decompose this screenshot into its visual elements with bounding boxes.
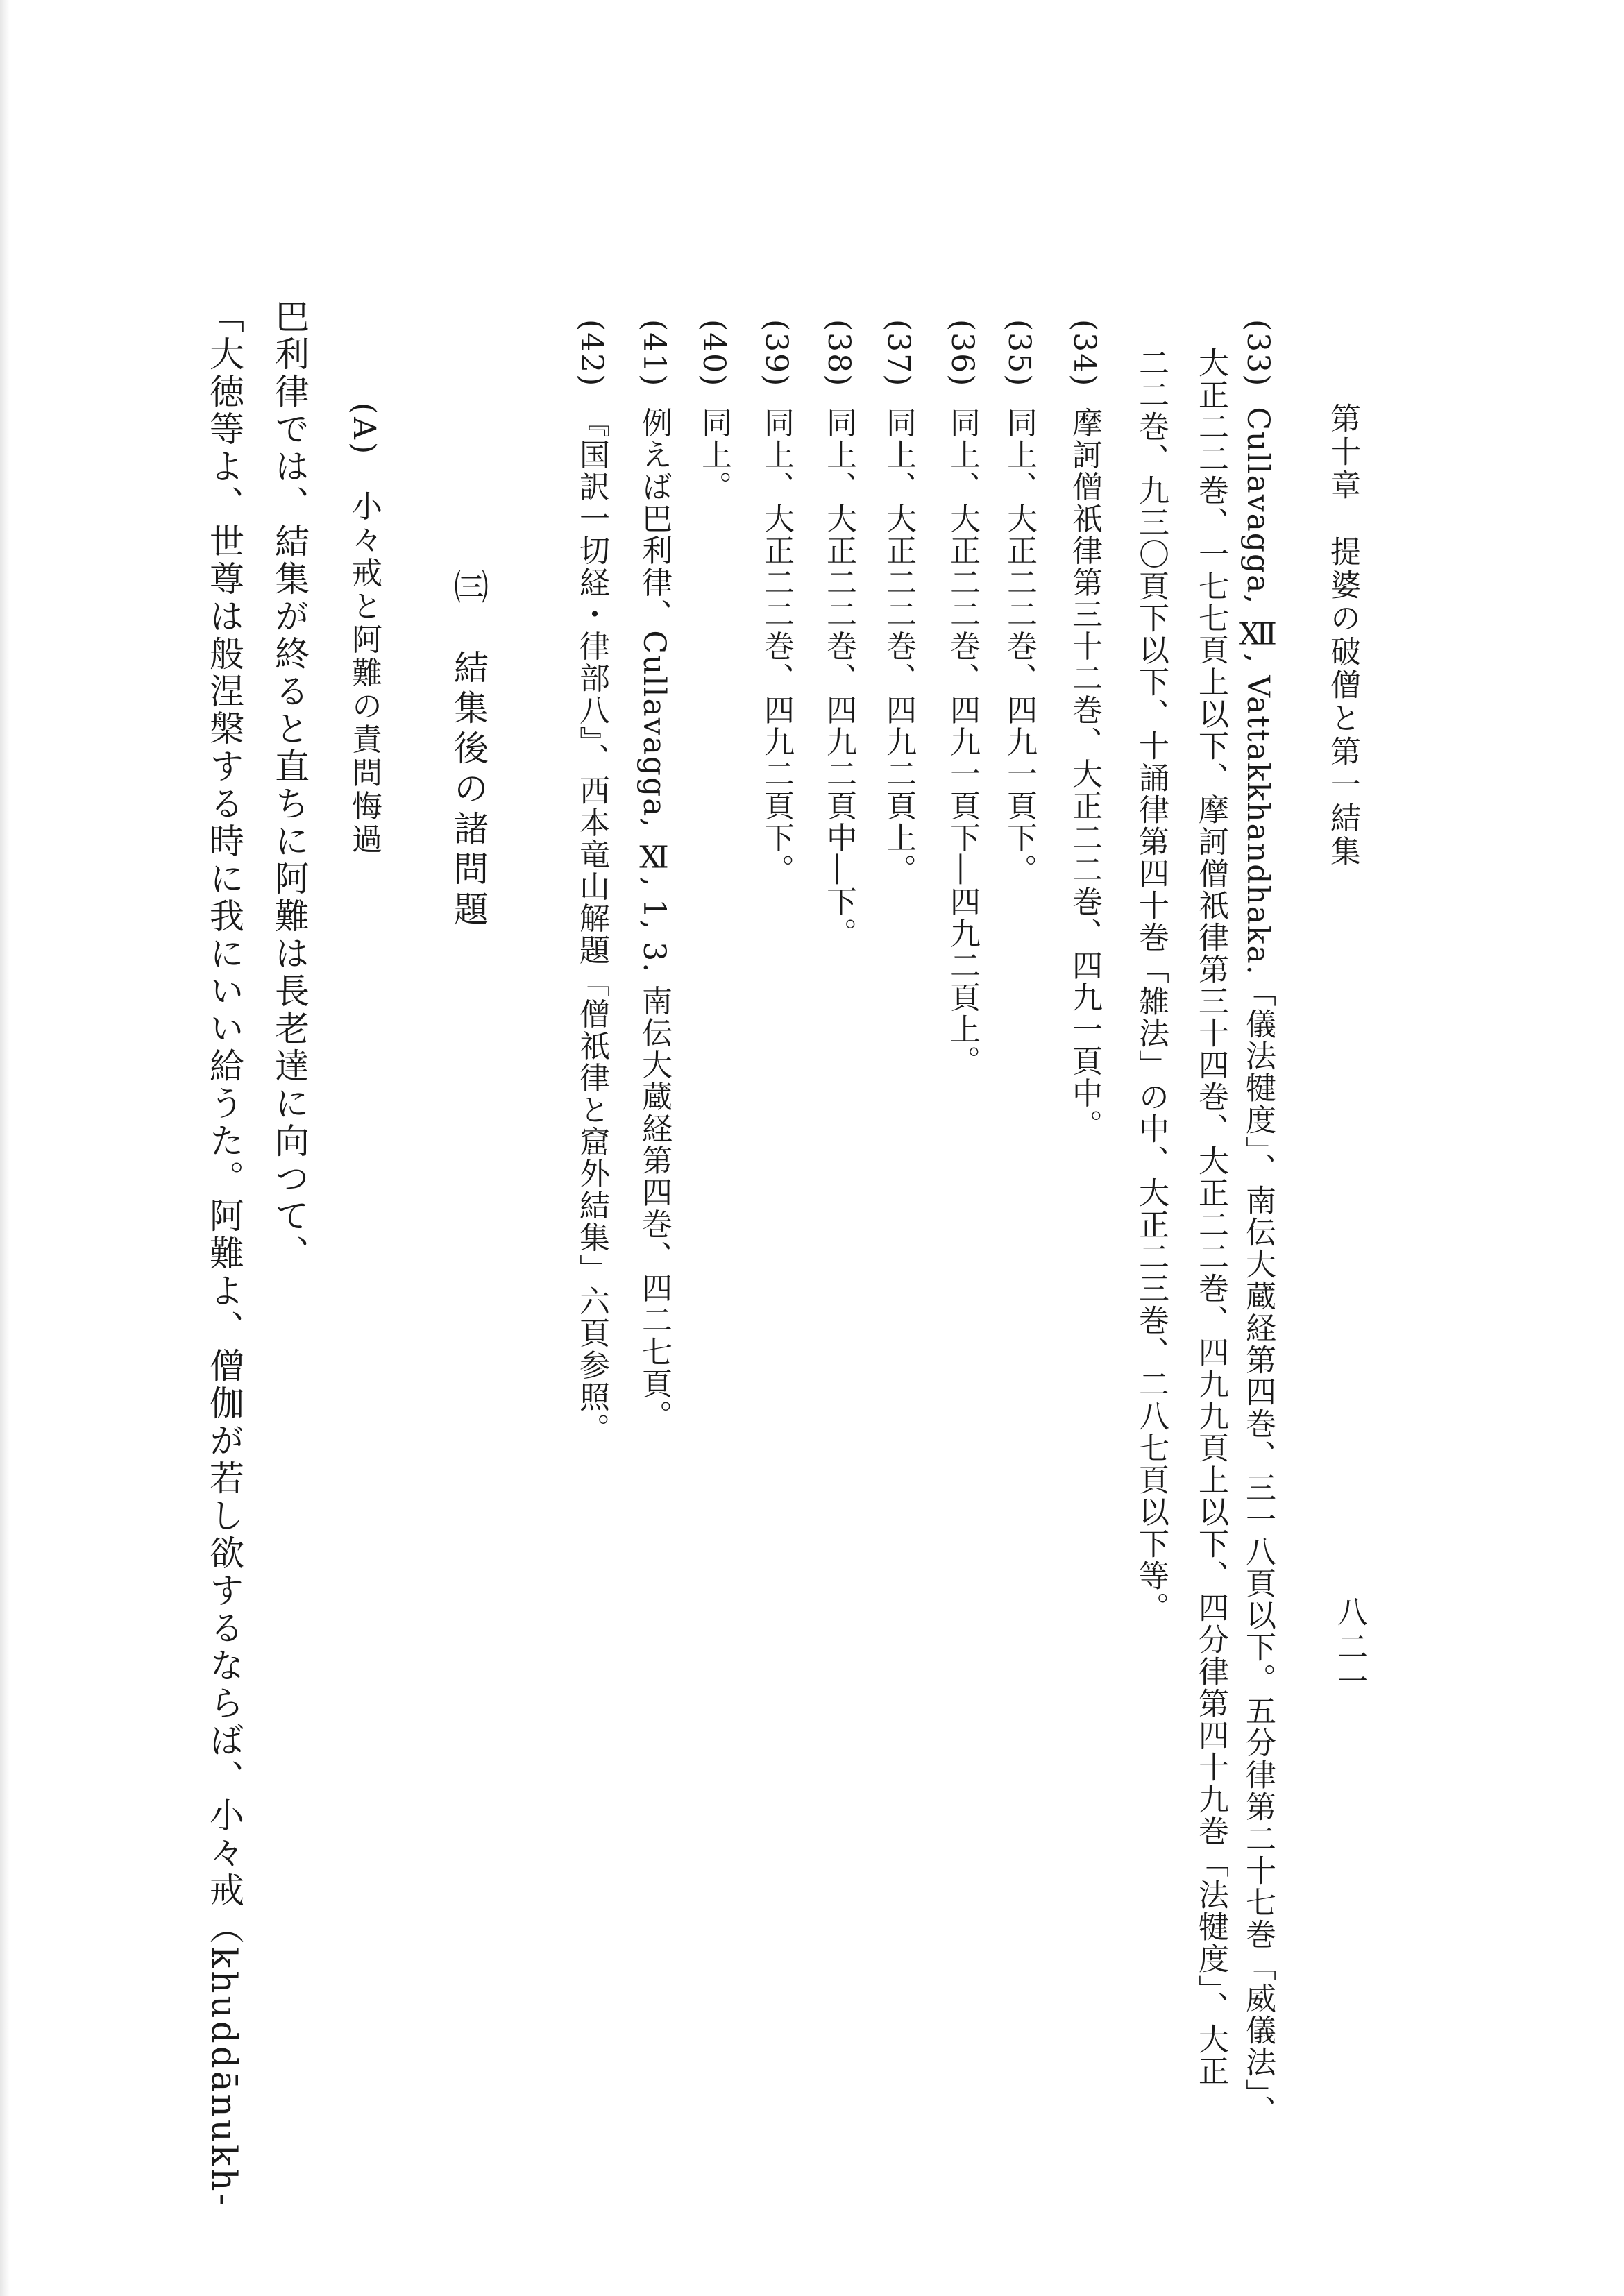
footnote-text: 『国訳一切経・律部八』、西本竜山解題「僧祇律と窟外結集」六頁参照。	[574, 407, 609, 1445]
footnote-34	[1067, 319, 1102, 1141]
footnote-text: 同上。	[696, 407, 731, 503]
chapter-header: 第十章 提婆の破僧と第一結集	[1325, 402, 1360, 869]
footnote-number: (37)	[881, 319, 916, 388]
footnote-text: 例えば巴利律、Cullavagga, Ⅺ, 1, 3. 南伝大蔵経第四巻、四二七頁。	[636, 407, 672, 1432]
footnote-38	[823, 319, 854, 949]
footnote-39	[759, 319, 794, 886]
footnote-number: (41)	[636, 319, 672, 388]
footnote-number: (39)	[759, 319, 794, 388]
footnote-41	[636, 319, 672, 1432]
footnote-number: (36)	[945, 319, 980, 388]
footnote-33-line-3: 二二巻、九三〇頁下以下、十誦律第四十巻「雑法」の中、大正二三巻、二八七頁以下等。	[1133, 347, 1169, 1624]
footnote-number: (33)	[1240, 319, 1276, 388]
footnote-40	[698, 319, 729, 502]
footnote-text: 同上、大正二二巻、四九二頁上。	[881, 407, 916, 886]
footnote-37	[881, 319, 916, 886]
footnote-33-line-1	[1240, 319, 1276, 2127]
scan-edge-shadow	[0, 0, 10, 2296]
footnote-number: (42)	[574, 319, 609, 388]
body-line-1: 巴利律では、結集が終ると直ちに阿難は長老達に向つて、	[269, 298, 310, 1273]
footnote-text: 摩訶僧祇律第三十二巻、大正二二巻、四九一頁中。	[1067, 407, 1102, 1141]
footnote-number: (38)	[821, 319, 856, 388]
footnote-text: 同上、大正二二巻、四九一頁下。	[1001, 407, 1037, 886]
footnote-text: 同上、大正二二巻、四九二頁下。	[759, 407, 794, 886]
footnote-42	[576, 319, 607, 1445]
page-number: 八二一	[1332, 1596, 1367, 1700]
footnote-33-line-2: 大正二二巻、一七七頁上以下、摩訶僧祇律第三十四巻、大正二二巻、四九九頁上以下、四分律第四十九巻「法犍度」、大正	[1193, 347, 1228, 2087]
footnote-text: 同上、大正二二巻、四九二頁中―下。	[821, 407, 856, 950]
body-line-2: 「大徳等よ、世尊は般涅槃する時に我にいい給うた。阿難よ、僧伽が若し欲するならば、小々戒（khuddānukh-	[204, 298, 244, 2209]
footnote-36	[945, 319, 980, 1078]
footnote-number: (35)	[1001, 319, 1037, 388]
footnote-number: (34)	[1067, 319, 1102, 388]
footnote-number: (40)	[696, 319, 731, 388]
footnote-text: 同上、大正二二巻、四九一頁下―四九二頁上。	[945, 407, 980, 1078]
footnote-35	[1001, 319, 1037, 886]
footnote-text: Cullavagga, Ⅻ, Vattakkhandhaka.「儀法犍度」、南伝大蔵経第四巻、三一八頁以下。五分律第二十七巻「威儀法」、	[1240, 407, 1276, 2127]
subsection-heading: (A) 小々戒と阿難の責問悔過	[346, 402, 382, 857]
section-heading: ㈢ 結集後の諸問題	[448, 569, 489, 931]
